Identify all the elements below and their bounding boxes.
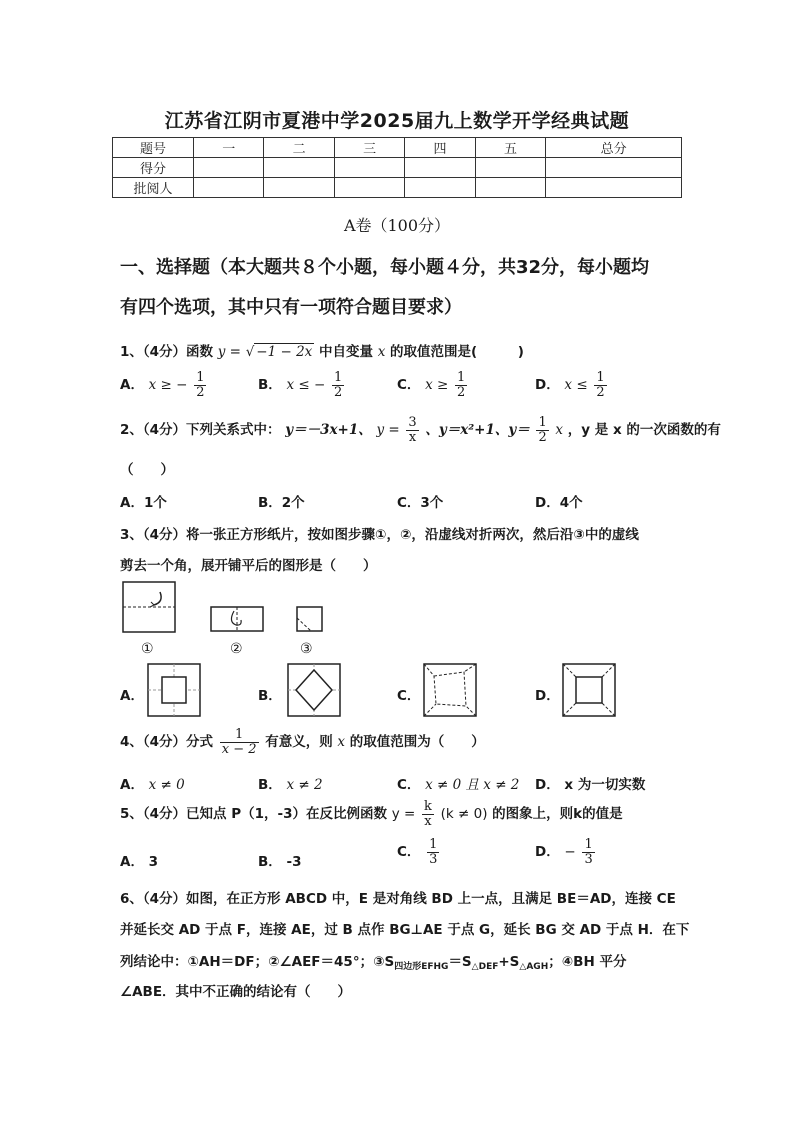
score-table-row <box>113 178 682 198</box>
score-table-row <box>113 158 682 178</box>
frac-den: x <box>424 813 432 829</box>
option-expr: x ≠ 0 <box>148 777 185 793</box>
score-table-cell: 三 <box>334 138 404 158</box>
option-expr: 3 <box>148 854 159 870</box>
question-6-line-3 <box>120 950 680 972</box>
option-expr: x ≥ <box>425 377 449 394</box>
q2-expr-2-lhs: y = <box>376 422 400 439</box>
q5-option-b[interactable] <box>258 850 302 870</box>
q3-option-d-label[interactable]: D． <box>535 688 560 704</box>
section-a-title: A卷（100分） <box>343 216 451 235</box>
step-1-figure <box>123 582 175 632</box>
score-cell-input[interactable] <box>546 158 682 178</box>
q2-expr-3: 、y＝x²+1、y＝ <box>425 422 530 439</box>
q4-option-d[interactable] <box>535 773 645 793</box>
score-table-cell: 二 <box>264 138 334 158</box>
q3-option-b-label[interactable]: B． <box>258 688 282 704</box>
q5-option-c[interactable] <box>397 838 441 866</box>
score-cell-input[interactable] <box>405 158 475 178</box>
q2-fraction-3x <box>406 416 418 444</box>
q4-suffix: 的取值范围为（ ） <box>349 734 485 751</box>
question-5 <box>120 800 680 828</box>
option-fraction <box>455 371 467 399</box>
q1-option-b[interactable] <box>258 371 346 399</box>
option-expr: x ≤ − <box>286 377 326 394</box>
frac-den: x − 2 <box>221 741 257 757</box>
q3-option-a-figure[interactable] <box>146 662 202 718</box>
q5-lhs: y = <box>391 806 416 823</box>
q1-option-c[interactable] <box>397 371 469 399</box>
option-fraction <box>594 371 606 399</box>
reviewer-cell-input[interactable] <box>475 178 545 198</box>
frac-num: 1 <box>429 837 438 852</box>
question-6: 6、（4分）如图，在正方形 ABCD 中，E 是对角线 BD 上一点，且满足 BE＝AD，连接 CE <box>120 891 676 907</box>
q5-suffix: 的图象上，则k的值是 <box>492 806 623 823</box>
frac-num: 1 <box>584 837 593 852</box>
question-2 <box>120 415 721 445</box>
question-6-line-4: ∠ABE．其中不正确的结论有（ ） <box>120 984 352 1000</box>
q2-option-a[interactable]: A．1个 <box>120 495 167 511</box>
frac-num: 1 <box>457 370 466 385</box>
q1-radicand: −1 − 2x <box>256 344 313 360</box>
option-label: C． <box>397 844 421 861</box>
question-3-cont: 剪去一个角，展开铺平后的图形是（ ） <box>120 558 377 574</box>
q4-fraction <box>220 728 259 756</box>
option-sign: − <box>564 844 576 861</box>
q1-suffix: 的取值范围是( ) <box>390 344 524 360</box>
q1-var: x <box>377 344 386 360</box>
score-cell-input[interactable] <box>194 158 264 178</box>
q4-option-a[interactable] <box>120 773 185 793</box>
option-fraction <box>582 838 594 866</box>
score-table-cell: 五 <box>475 138 545 158</box>
option-label: A． <box>120 377 144 394</box>
q6-text: 列结论中：①AH＝DF；②∠AEF＝45°；③S <box>120 954 395 970</box>
option-label: C． <box>397 777 421 793</box>
frac-den: 2 <box>334 384 343 400</box>
score-table-cell: 总分 <box>546 138 682 158</box>
step-3-figure <box>297 607 322 631</box>
reviewer-cell-input[interactable] <box>546 178 682 198</box>
score-cell-input[interactable] <box>264 158 334 178</box>
q6-subscript: △AGH <box>519 962 549 972</box>
score-cell-input[interactable] <box>475 158 545 178</box>
q3-option-c-figure[interactable] <box>422 662 478 718</box>
step-1-label: ① <box>141 641 154 657</box>
option-expr: x 为一切实数 <box>564 777 646 793</box>
step-2-label: ② <box>230 641 243 657</box>
q4-prefix: 4、（4分）分式 <box>120 734 214 751</box>
score-table-row-label: 得分 <box>113 158 194 178</box>
score-table-cell: 题号 <box>113 138 194 158</box>
q1-sqrt: √ −1 − 2x <box>245 344 313 360</box>
q2-answer-blank: （ ） <box>120 462 174 478</box>
step-3-label: ③ <box>300 641 313 657</box>
reviewer-cell-input[interactable] <box>194 178 264 198</box>
q1-expr-lhs: y = <box>217 344 241 360</box>
q2-fraction-half <box>536 416 548 444</box>
q1-option-d[interactable] <box>535 371 609 399</box>
q3-option-d-figure[interactable] <box>561 662 617 718</box>
q2-prefix: 2、（4分）下列关系式中： <box>120 422 281 439</box>
score-table-row-label: 批阅人 <box>113 178 194 198</box>
q3-option-b-figure[interactable] <box>286 662 342 718</box>
q6-text: ＝S <box>448 954 472 970</box>
option-fraction <box>194 371 206 399</box>
question-1 <box>120 340 680 360</box>
q4-option-c[interactable] <box>397 773 519 793</box>
frac-den: 3 <box>429 851 438 867</box>
reviewer-cell-input[interactable] <box>264 178 334 198</box>
frac-den: x <box>408 429 417 445</box>
question-3: 3、（4分）将一张正方形纸片，按如图步骤①，②，沿虚线对折两次，然后沿③中的虚线 <box>120 527 639 543</box>
q5-fraction <box>422 800 434 828</box>
option-label: D． <box>535 377 560 394</box>
part1-heading-cont: 有四个选项，其中只有一项符合题目要求） <box>120 297 462 318</box>
q5-option-a[interactable] <box>120 850 158 870</box>
option-label: B． <box>258 777 282 793</box>
option-expr: x ≠ 2 <box>286 777 323 793</box>
score-cell-input[interactable] <box>334 158 404 178</box>
frac-den: 2 <box>538 429 547 445</box>
q4-var: x <box>337 734 346 751</box>
q1-middle: 中自变量 <box>319 344 373 360</box>
q1-option-a[interactable] <box>120 371 208 399</box>
q6-subscript: 四边形EFHG <box>394 962 449 972</box>
q6-text: +S <box>498 954 520 970</box>
score-table-cell: 一 <box>194 138 264 158</box>
question-6-line-2: 并延长交 AD 于点 F，连接 AE，过 B 点作 BG⊥AE 于点 G，延长 BG 交 AD 于点 H．在下 <box>120 922 690 938</box>
option-fraction <box>427 838 439 866</box>
frac-den: 2 <box>457 384 466 400</box>
option-fraction <box>332 371 344 399</box>
q6-subscript: △DEF <box>471 962 499 972</box>
q2-option-d[interactable]: D．4个 <box>535 495 583 511</box>
frac-den: 3 <box>584 851 593 867</box>
q3-option-c-label[interactable]: C． <box>397 688 421 704</box>
option-label: C． <box>397 377 421 394</box>
option-label: B． <box>258 377 282 394</box>
option-label: D． <box>535 844 560 861</box>
score-table-cell: 四 <box>405 138 475 158</box>
q5-cond: (k ≠ 0) <box>440 806 488 823</box>
frac-num: 1 <box>220 728 259 743</box>
score-table-header-row <box>113 138 682 158</box>
option-label: A． <box>120 854 144 870</box>
q2-option-b[interactable]: B．2个 <box>258 495 305 511</box>
frac-num: k <box>424 799 432 814</box>
option-label: A． <box>120 777 144 793</box>
option-expr: x ≠ 0 且 x ≠ 2 <box>425 777 520 793</box>
option-label: B． <box>258 854 282 870</box>
question-4 <box>120 728 680 756</box>
frac-num: 1 <box>538 415 547 430</box>
option-expr: x ≥ − <box>148 377 188 394</box>
option-expr: -3 <box>286 854 302 870</box>
frac-den: 2 <box>596 384 605 400</box>
reviewer-cell-input[interactable] <box>405 178 475 198</box>
option-label: D． <box>535 777 560 793</box>
q2-suffix: ，y 是 x 的一次函数的有 <box>567 422 721 439</box>
q4-middle: 有意义，则 <box>265 734 333 751</box>
q3-option-a-label[interactable]: A． <box>120 688 144 704</box>
frac-num: 1 <box>196 370 205 385</box>
q2-expr-1: y＝－3x+1、 <box>285 422 372 439</box>
frac-num: 1 <box>334 370 343 385</box>
reviewer-cell-input[interactable] <box>334 178 404 198</box>
page-title: 江苏省江阴市夏港中学2025届九上数学开学经典试题 <box>164 110 630 132</box>
score-table <box>112 137 682 198</box>
frac-den: 2 <box>196 384 205 400</box>
option-expr: x ≤ <box>564 377 588 394</box>
q2-expr-4-tail: x <box>555 422 564 439</box>
q6-text: ；④BH 平分 <box>548 954 627 970</box>
q5-prefix: 5、（4分）已知点 P（1，-3）在反比例函数 <box>120 806 388 823</box>
step-2-figure <box>211 607 263 631</box>
q2-option-c[interactable]: C．3个 <box>397 495 444 511</box>
frac-num: 1 <box>596 370 605 385</box>
q5-option-d[interactable] <box>535 838 597 866</box>
frac-num: 3 <box>408 415 417 430</box>
part1-heading: 一、选择题（本大题共８个小题，每小题４分，共32分，每小题均 <box>120 257 650 278</box>
q1-prefix: 1、（4分）函数 <box>120 344 214 360</box>
q4-option-b[interactable] <box>258 773 323 793</box>
